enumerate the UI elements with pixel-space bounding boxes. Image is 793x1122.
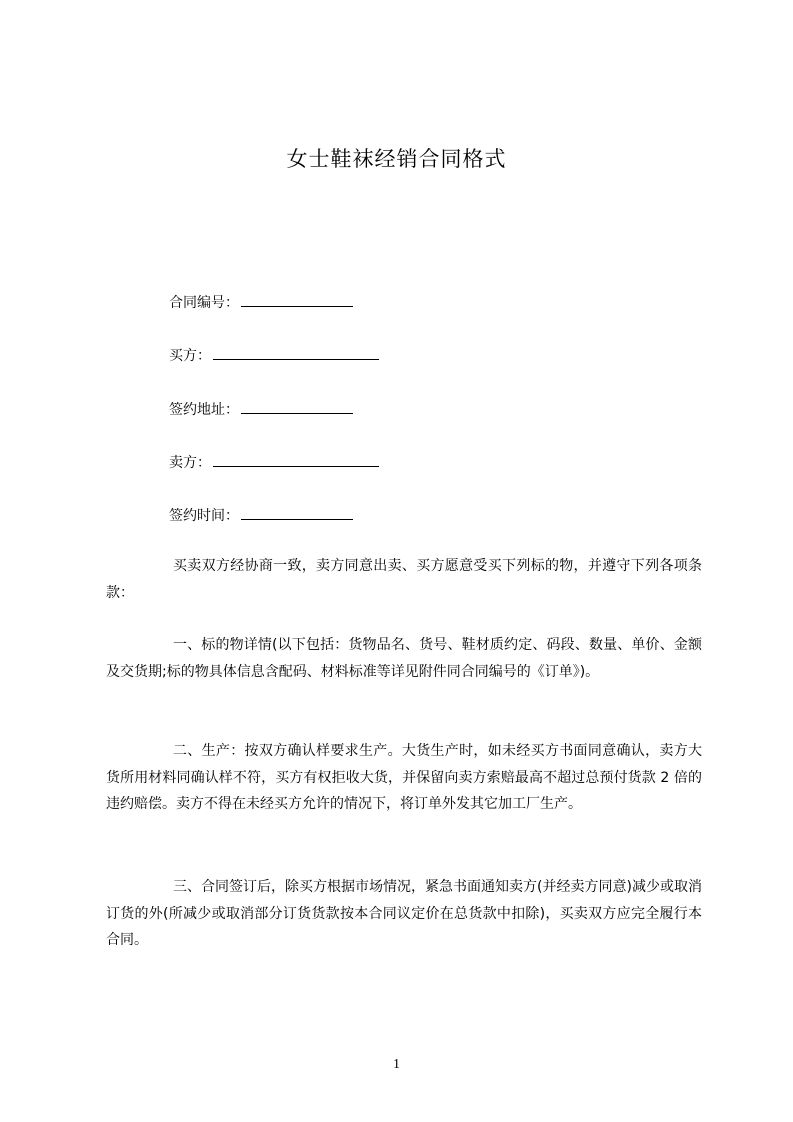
signing-time-blank <box>241 505 353 520</box>
page-number: 1 <box>393 1057 400 1072</box>
seller-label: 卖方： <box>169 455 211 471</box>
seller-field <box>169 452 379 472</box>
contract-number-label: 合同编号： <box>169 295 239 311</box>
contract-number-blank <box>241 292 353 307</box>
signing-address-label: 签约地址： <box>169 402 239 418</box>
signing-address-field <box>169 399 353 419</box>
clause-1-paragraph: 一、标的物详情(以下包括：货物品名、货号、鞋材质约定、码段、数量、单价、金额及交货期;标的物具体信息含配码、材料标准等详见附件同合同编号的《订单》)。 <box>106 637 702 680</box>
document-title: 女士鞋袜经销合同格式 <box>286 147 507 171</box>
signing-address-blank <box>241 399 353 414</box>
buyer-blank <box>213 345 379 360</box>
buyer-label: 买方： <box>169 348 211 364</box>
signing-time-field <box>169 505 353 525</box>
signing-time-label: 签约时间： <box>169 508 239 524</box>
buyer-field <box>169 345 379 365</box>
seller-blank <box>213 452 379 467</box>
contract-number-field <box>169 292 353 312</box>
clause-3-paragraph: 三、合同签订后，除买方根据市场情况，紧急书面通知卖方(并经卖方同意)减少或取消订货的外(所减少或取消部分订货货款按本合同议定价在总货款中扣除)，买卖双方应完全履行本合同。 <box>106 879 702 948</box>
intro-paragraph: 买卖双方经协商一致，卖方同意出卖、买方愿意受买下列标的物，并遵守下列各项条款： <box>106 558 702 601</box>
clause-2-paragraph: 二、生产：按双方确认样要求生产。大货生产时，如未经买方书面同意确认，卖方大货所用材料同确认样不符，买方有权拒收大货，并保留向卖方索赔最高不超过总预付货款 2 倍的违约赔偿。卖方不得在未经买方允许的情况下，将订单外发其它加工厂生产。 <box>106 743 702 812</box>
